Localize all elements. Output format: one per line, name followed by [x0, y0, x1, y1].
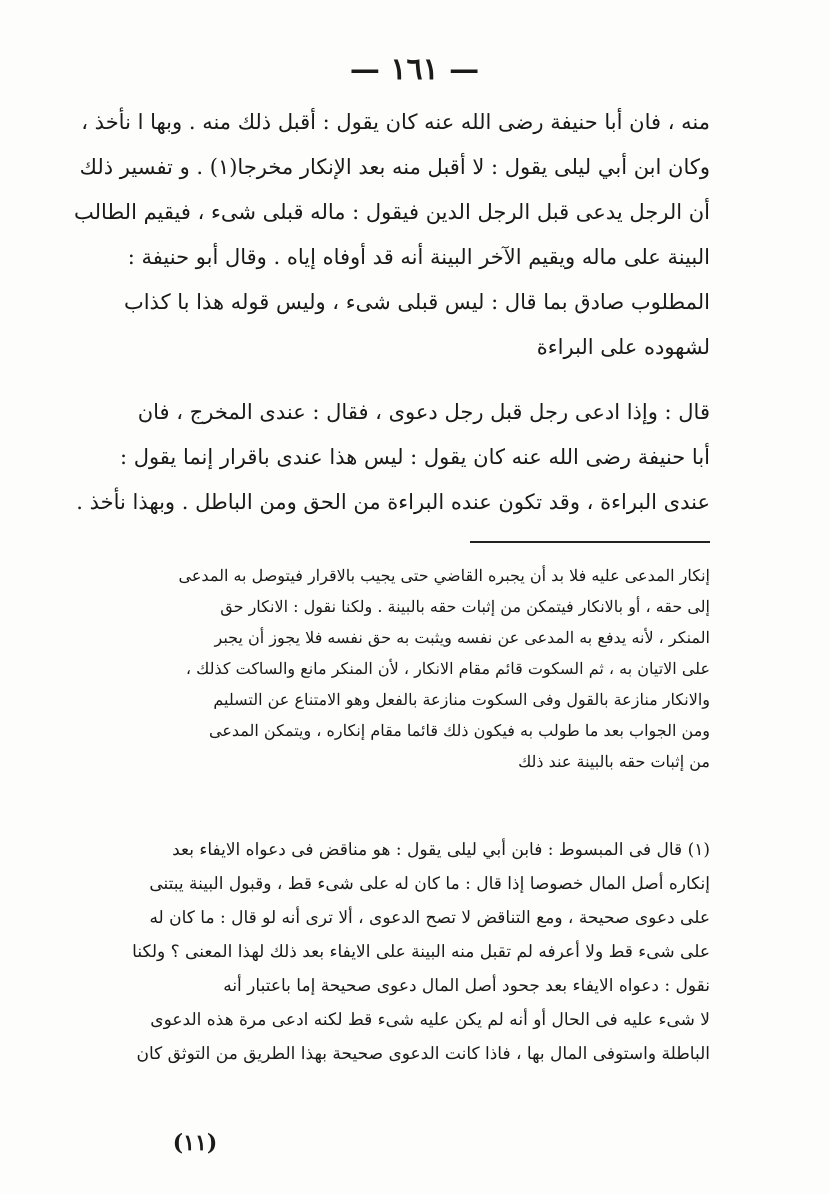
main-text-line: عندى البراءة ، وقد تكون عنده البراءة من الحق ومن الباطل . وبهذا نأخذ .	[76, 490, 710, 514]
main-text-line: المطلوب صادق بما قال : ليس قبلى شىء ، وليس قوله هذا با كذاب	[123, 290, 710, 314]
footnote-line: على دعوى صحيحة ، ومع التناقض لا تصح الدعوى ، ألا ترى أنه لو قال : ما كان له	[149, 908, 710, 928]
footnote-line: على شىء قط ولا أعرفه لم تقبل منه البينة على الايفاء بعد ذلك لهذا المعنى ؟ ولكنا	[132, 942, 710, 962]
footnote-line: ومن الجواب بعد ما طولب به فيكون ذلك قائما مقام إنكاره ، ويتمكن المدعى	[208, 721, 710, 740]
footnote-line: إنكاره أصل المال خصوصا إذا قال : ما كان له على شىء قط ، وقبول البينة يبتنى	[149, 874, 710, 894]
footnote-divider	[470, 541, 710, 543]
footnote-line: والانكار منازعة بالقول وفى السكوت منازعة بالفعل وهو الامتناع عن التسليم	[213, 690, 710, 709]
main-text-line: أبا حنيفة رضى الله عنه كان يقول : ليس هذا عندى باقرار إنما يقول :	[119, 445, 710, 469]
main-text-line: البينة على ماله ويقيم الآخر البينة أنه قد أوفاه إياه . وقال أبو حنيفة :	[127, 245, 710, 269]
main-text-line: قال : وإذا ادعى رجل قبل رجل دعوى ، فقال : عندى المخرج ، فان	[137, 400, 710, 424]
main-text-line: منه ، فان أبا حنيفة رضى الله عنه كان يقول : أقبل ذلك منه . وبها ا نأخذ ،	[81, 110, 710, 134]
footnote-1-block	[120, 833, 710, 1071]
footnote-line: نقول : دعواه الايفاء بعد جحود أصل المال دعوى صحيحة إما باعتبار أنه	[223, 976, 710, 996]
signature-mark: (١١)	[172, 1130, 218, 1156]
footnote-line: إنكار المدعى عليه فلا بد أن يجبره القاضي حتى يجيب بالاقرار فيتوصل به المدعى	[178, 566, 710, 585]
footnote-line: (١) قال فى المبسوط : فابن أبي ليلى يقول : هو مناقض فى دعواه الايفاء بعد	[172, 840, 710, 860]
main-text-block	[74, 100, 710, 525]
footnote-line: إلى حقه ، أو بالانكار فيتمكن من إثبات حقه بالبينة . ولكنا نقول : الانكار حق	[220, 597, 710, 616]
main-text-line: وكان ابن أبي ليلى يقول : لا أقبل منه بعد الإنكار مخرجا(١) . و تفسير ذلك	[79, 155, 710, 179]
main-text-line: أن الرجل يدعى قبل الرجل الدين فيقول : ماله قبلى شىء ، فيقيم الطالب	[74, 200, 710, 224]
footnote-line: من إثبات حقه بالبينة عند ذلك	[518, 752, 710, 771]
page-number: — ١٦١ —	[349, 52, 480, 87]
footnote-continuation-block	[120, 560, 710, 777]
footnote-line: لا شىء عليه فى الحال أو أنه لم يكن عليه شىء قط لكنه ادعى مرة هذه الدعوى	[150, 1010, 710, 1030]
main-text-line: لشهوده على البراءة	[536, 335, 710, 359]
footnote-line: المنكر ، لأنه يدفع به المدعى عن نفسه ويثبت به حق نفسه فلا يجوز أن يجبر	[214, 628, 710, 647]
paragraph-gap	[125, 370, 710, 390]
footnote-line: الباطلة واستوفى المال بها ، فاذا كانت الدعوى صحيحة بهذا الطريق من التوثق كان	[136, 1044, 710, 1064]
footnote-line: على الاتيان به ، ثم السكوت قائم مقام الانكار ، لأن المنكر مانع والساكت كذلك ،	[185, 659, 710, 678]
